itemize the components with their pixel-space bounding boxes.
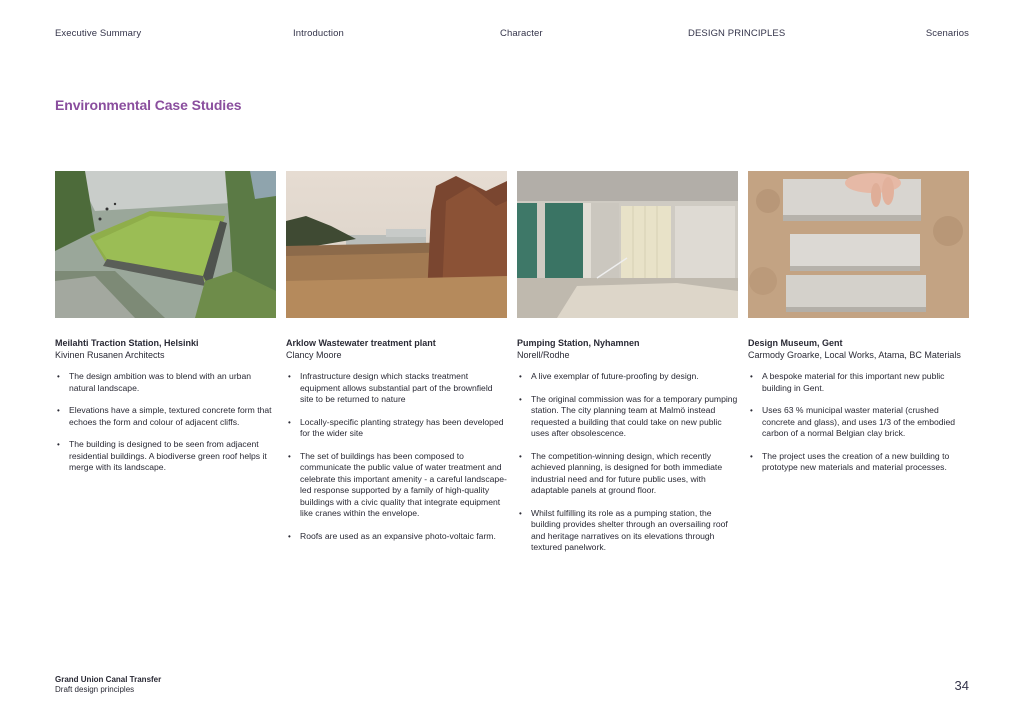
bullet-item: • Elevations have a simple, textured concrete form that echoes the form and colour of adjacent cliffs.	[55, 405, 277, 428]
case-bullets	[286, 371, 508, 542]
bullet-item: • Roofs are used as an expansive photo-voltaic farm.	[286, 531, 508, 543]
reedbed-landscape-photo	[286, 171, 507, 318]
pumping-station-facade-photo	[517, 171, 738, 318]
nav-introduction[interactable]: Introduction	[293, 28, 344, 39]
case-study-arklow	[286, 171, 508, 553]
page-number: 34	[954, 678, 969, 693]
nav-executive-summary[interactable]: Executive Summary	[55, 28, 142, 39]
case-bullets	[517, 371, 739, 554]
case-title: Meilahti Traction Station, Helsinki	[55, 338, 199, 348]
case-architect: Norell/Rodhe	[517, 349, 570, 360]
bullet-item: • The original commission was for a temporary pumping station. The city planning team at Malmö instead requested a building that could take on new public uses after obsolescence.	[517, 394, 739, 440]
footer	[55, 675, 161, 695]
bullet-item: • A live exemplar of future-proofing by design.	[517, 371, 739, 383]
bullet-item: • A bespoke material for this important new public building in Gent.	[748, 371, 970, 394]
nav-character[interactable]: Character	[500, 28, 543, 39]
case-architect: Carmody Groarke, Local Works, Atama, BC Materials	[748, 349, 961, 360]
case-architect: Clancy Moore	[286, 349, 342, 360]
case-title: Design Museum, Gent	[748, 338, 843, 348]
case-bullets	[748, 371, 970, 474]
bullet-item: • The design ambition was to blend with an urban natural landscape.	[55, 371, 277, 394]
bullet-item: • Uses 63 % municipal waster material (crushed concrete and glass), and uses 1/3 of the embodied carbon of a normal Belgian clay brick.	[748, 405, 970, 440]
case-study-gent	[748, 171, 970, 485]
case-architect: Kivinen Rusanen Architects	[55, 349, 165, 360]
case-bullets	[55, 371, 277, 474]
green-roof-building-photo	[55, 171, 276, 318]
nav-design-principles[interactable]: DESIGN PRINCIPLES	[688, 28, 786, 39]
case-study-meilahti	[55, 171, 277, 485]
bullet-item: • The competition-winning design, which recently achieved planning, is designed for both immediate industrial need and for future public uses, with adaptable panels at ground floor.	[517, 451, 739, 497]
bullet-item: • The building is designed to be seen from adjacent residential buildings. A biodiverse green roof helps it merge with its landscape.	[55, 439, 277, 474]
stacked-bricks-photo	[748, 171, 969, 318]
footer-document-name: Draft design principles	[55, 685, 135, 694]
nav-scenarios[interactable]: Scenarios	[925, 28, 969, 39]
case-title: Pumping Station, Nyhamnen	[517, 338, 640, 348]
footer-project-name: Grand Union Canal Transfer	[55, 675, 162, 684]
bullet-item: • Whilst fulfilling its role as a pumping station, the building provides shelter through an oversailing roof and heritage narratives on its elevations through textured panelwork.	[517, 508, 739, 554]
bullet-item: • Locally-specific planting strategy has been developed for the wider site	[286, 417, 508, 440]
top-navigation	[55, 28, 969, 42]
case-study-nyhamnen	[517, 171, 739, 565]
case-title: Arklow Wastewater treatment plant	[286, 338, 436, 348]
page-title: Environmental Case Studies	[55, 97, 242, 113]
bullet-item: • The set of buildings has been composed to communicate the public value of water treatment and celebrate this important amenity - a careful landscape-led response supported by a family of high-quality buildings with a civic quality that integrate equipment like cranes within the envelope.	[286, 451, 508, 520]
bullet-item: • The project uses the creation of a new building to prototype new materials and material processes.	[748, 451, 970, 474]
bullet-item: • Infrastructure design which stacks treatment equipment allows substantial part of the brownfield site to be returned to nature	[286, 371, 508, 406]
